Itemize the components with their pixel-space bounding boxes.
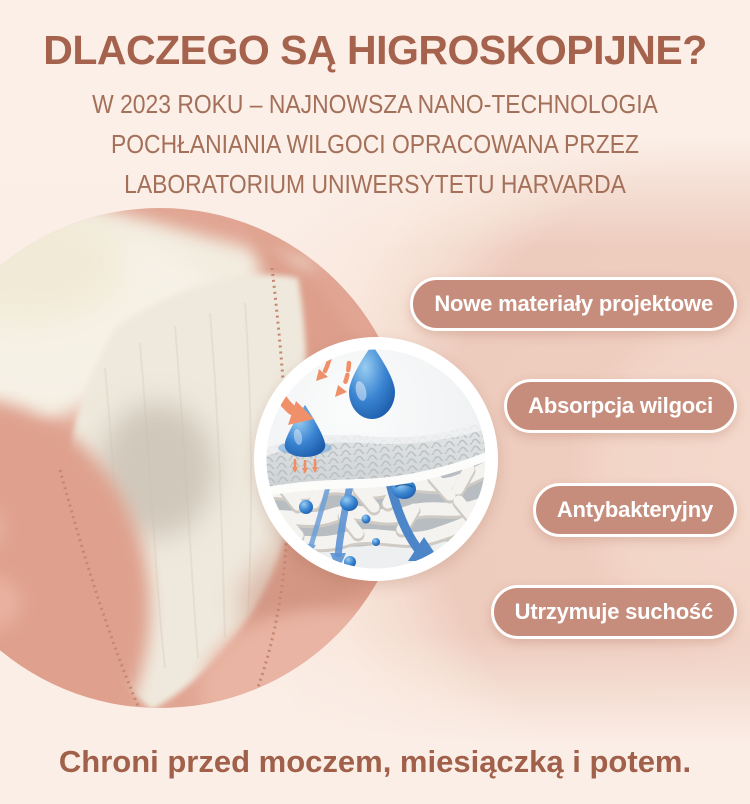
badge-stays-dry [491,585,737,639]
badge-moisture-absorption [504,379,737,433]
absorption-diagram-circle [254,337,498,581]
footer-claim: Chroni przed moczem, miesiączką i potem. [58,744,692,779]
page-title: DLACZEGO SĄ HIGROSKOPIJNE? [43,27,707,73]
subtitle-line-2: POCHŁANIANIA WILGOCI OPRACOWANA PRZEZ [110,129,640,159]
badge-label: Utrzymuje suchość [514,599,713,624]
badge-label: Nowe materiały projektowe [434,291,713,316]
badge-label: Antybakteryjny [556,497,713,522]
badge-new-materials [410,277,737,331]
subtitle-line-1: W 2023 ROKU – NAJNOWSZA NANO-TECHNOLOGIA [92,89,658,119]
subtitle-line-3: LABORATORIUM UNIWERSYTETU HARVARDA [124,169,626,199]
badge-antibacterial [533,483,737,537]
badge-label: Absorpcja wilgoci [528,393,713,418]
absorption-diagram [254,337,498,581]
subtitle [45,84,705,204]
